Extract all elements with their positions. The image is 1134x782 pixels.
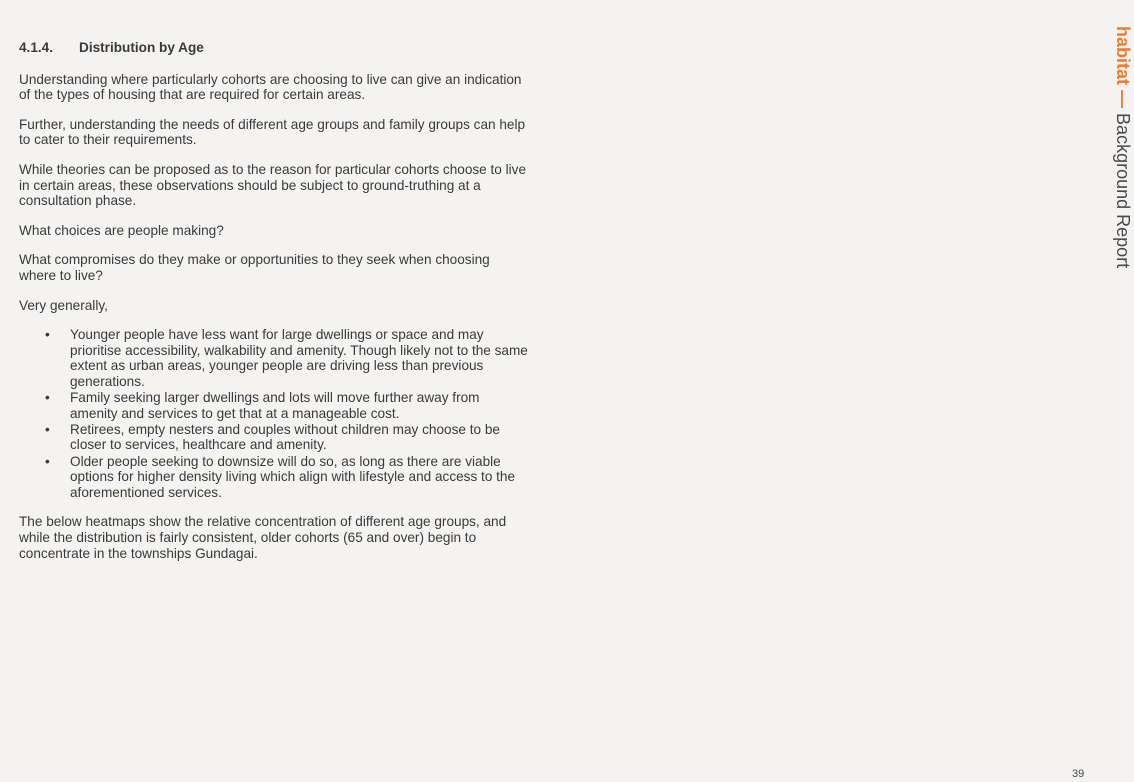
bullet-retirees: • Retirees, empty nesters and couples without children may choose to be closer to services, healthcare and amenity. — [70, 422, 529, 453]
paragraph-heatmaps: The below heatmaps show the relative concentration of different age groups, and while the distribution is fairly consistent, older cohorts (65 and over) begin to concentrate in the townships Gundagai. — [19, 514, 507, 561]
bullet-families: • Family seeking larger dwellings and lots will move further away from amenity and services to get that at a manageable cost. — [70, 390, 529, 421]
brand-wordmark: habitat — [1113, 26, 1133, 86]
page-number: 39 — [1072, 768, 1085, 780]
bullet-older-people: • Older people seeking to downsize will do so, as long as there are viable options for higher density living which align with lifestyle and access to the aforementioned services. — [70, 454, 529, 501]
cohort-bullet-list — [19, 327, 529, 500]
document-title: Background Report — [1113, 113, 1133, 269]
paragraph-question-choices: What choices are people making? — [19, 222, 224, 238]
paragraph-needs: Further, understanding the needs of different age groups and family groups can help to cater to their requirements. — [19, 116, 526, 148]
section-title: Distribution by Age — [79, 40, 204, 55]
paragraph-theories: While theories can be proposed as to the reason for particular cohorts choose to live in certain areas, these observations should be subject to ground-truthing at a consultation phase. — [19, 161, 527, 209]
section-number: 4.1.4. — [19, 40, 54, 55]
side-brand-label — [1112, 26, 1134, 268]
section-heading — [19, 40, 529, 56]
bullet-younger-people: • Younger people have less want for large dwellings or space and may prioritise accessibility, walkability and amenity. Though likely not to the same extent as urban areas, younger people are driving less than previous generations. — [70, 327, 529, 389]
paragraph-very-generally: Very generally, — [19, 297, 108, 313]
report-body — [19, 40, 529, 575]
paragraph-question-compromises: What compromises do they make or opportunities to they seek when choosing where to live? — [19, 252, 490, 283]
paragraph-intro: Understanding where particularly cohorts are choosing to live can give an indication of the types of housing that are required for certain areas. — [19, 71, 522, 103]
brand-separator: — — [1113, 90, 1133, 109]
